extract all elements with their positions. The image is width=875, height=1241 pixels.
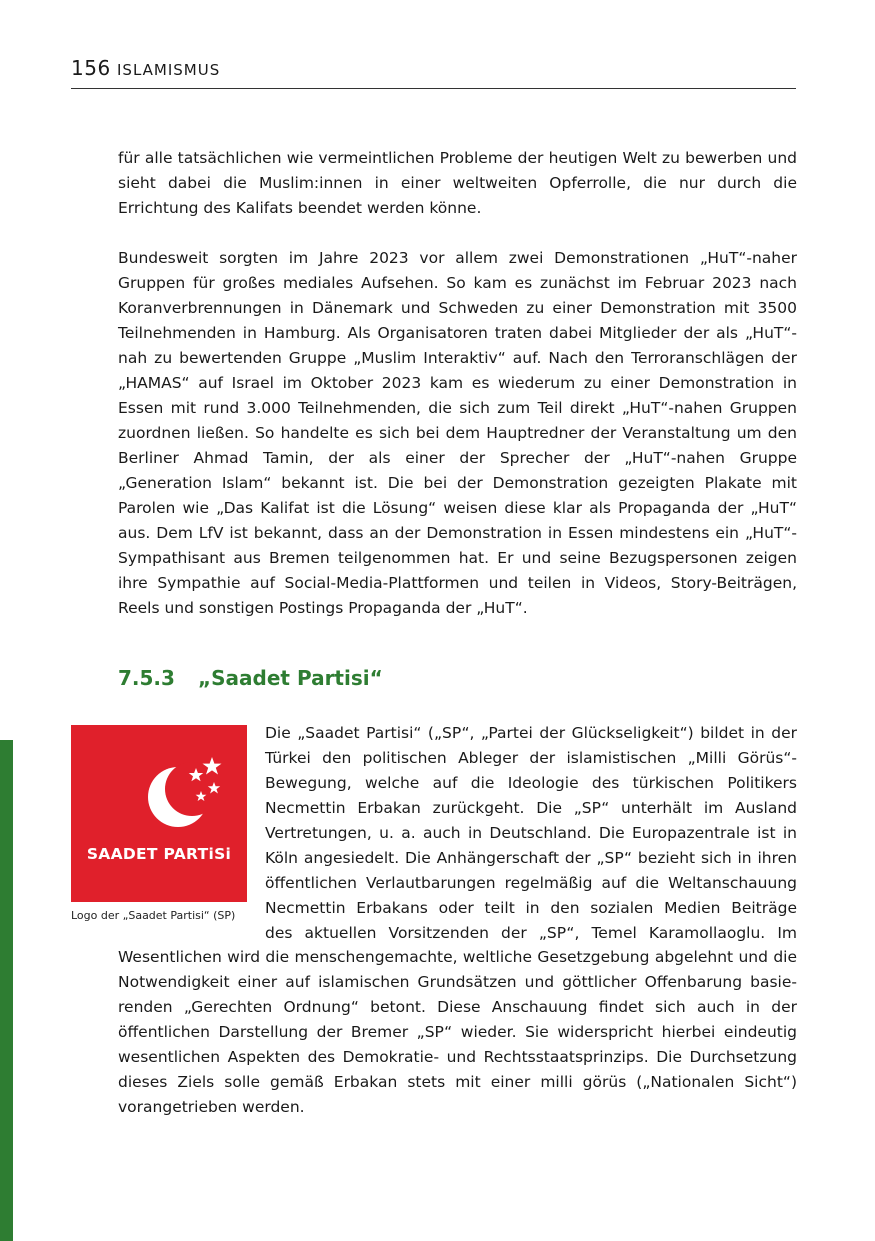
chapter-marker-bar xyxy=(0,740,13,1241)
logo-caption: Logo der „Saadet Partisi“ (SP) xyxy=(71,909,236,922)
section-number: 7.5.3 xyxy=(118,666,175,690)
paragraph-1: für alle tatsächlichen wie vermeintlichen Probleme der heutigen Welt zu bewerben und sieht dabei die Muslim:innen in einer weltweiten Opferrolle, die nur durch die Errichtung des Kalifats beendet werden könne. xyxy=(118,149,797,217)
section-title: „Saadet Partisi“ xyxy=(198,666,383,690)
wrapped-line: Necmettin Erbakan zurückgeht. Die „SP“ unterhält im Ausland xyxy=(265,799,797,817)
crescent-and-stars-icon xyxy=(71,725,247,845)
wrapped-line: des aktuellen Vorsitzenden der „SP“, Temel Karamollaoglu. Im xyxy=(265,924,797,942)
paragraph-2: Bundesweit sorgten im Jahre 2023 vor allem zwei Demonstrationen „HuT“-naher Gruppen für großes mediales Aufsehen. So kam es zunächst im Februar 2023 nach Koranverbrennungen in Dänemark und Schweden zu einer Demonstration mit 3500 Teilnehmenden in Hamburg. Als Organisatoren traten dabei Mitglieder der als „HuT“-nah zu bewertenden Gruppe „Muslim Interaktiv“ auf. Nach den Terroranschlägen der „HAMAS“ auf Israel im Oktober 2023 kam es wiederum zu einer Demonstration in Essen mit rund 3.000 Teilnehmenden, die sich zum Teil direkt „HuT“-nahen Gruppen zuordnen ließen. So handelte es sich bei dem Hauptredner der Veranstaltung um den Berliner Ahmad Tamin, der als einer der Sprecher der „HuT“-nahen Gruppe „Generation Islam“ bekannt ist. Die bei der Demonstration gezeigten Plakate mit Parolen wie „Das Kalifat ist die Lösung“ weisen diese klar als Propaganda der „HuT“ aus. Dem LfV ist bekannt, dass an der Demonstration in Essen mindestens ein „HuT“-Sympathisant aus Bremen teilgenommen hat. Er und seine Bezugspersonen zeigen ihre Sympathie auf Social-Media-Plattformen und teilen in Videos, Story-Beiträgen, Reels und sonstigen Postings Propaganda der „HuT“. xyxy=(118,249,797,617)
wrapped-line: öffentlichen Verlautbarungen regelmäßig auf die Weltanschauung xyxy=(265,874,797,892)
wrapped-line: Bewegung, welche auf die Ideologie des türkischen Politikers xyxy=(265,774,797,792)
running-title: ISLAMISMUS xyxy=(117,61,221,79)
section-heading xyxy=(118,666,383,690)
saadet-partisi-logo xyxy=(71,725,247,902)
wrapped-line: Necmettin Erbakans oder teilt in den sozialen Medien Beiträge xyxy=(265,899,797,917)
page-header xyxy=(71,56,796,89)
paragraph-3-continued: Wesentlichen wird die menschengemachte, weltliche Gesetzgebung abgelehnt und die Notwendigkeit einer auf islamischen Grundsätzen und göttlicher Offenbarung basie-renden „Gerechten Ordnung“ betont. Diese Anschauung findet sich auch in der öffentlichen Darstellung der Bremer „SP“ wieder. Sie widerspricht hierbei eindeutig wesentlichen Aspekten des Demokratie- und Rechtsstaatsprinzips. Die Durchsetzung dieses Ziels solle gemäß Erbakan stets mit einer milli görüs („Nationalen Sicht“) vorangetrieben werden. xyxy=(118,948,797,1116)
wrapped-line: Köln angesiedelt. Die Anhängerschaft der „SP“ bezieht sich in ihren xyxy=(265,849,797,867)
wrapped-line: Vertretungen, u. a. auch in Deutschland. Die Europazentrale ist in xyxy=(265,824,797,842)
page-number: 156 xyxy=(71,56,111,80)
wrapped-line: Türkei den politischen Ableger der islamistischen „Milli Görüs“- xyxy=(265,749,797,767)
logo-wordmark: SAADET PARTiSi xyxy=(86,845,232,863)
wrapped-line: Die „Saadet Partisi“ („SP“, „Partei der Glückseligkeit“) bildet in der xyxy=(265,724,797,742)
